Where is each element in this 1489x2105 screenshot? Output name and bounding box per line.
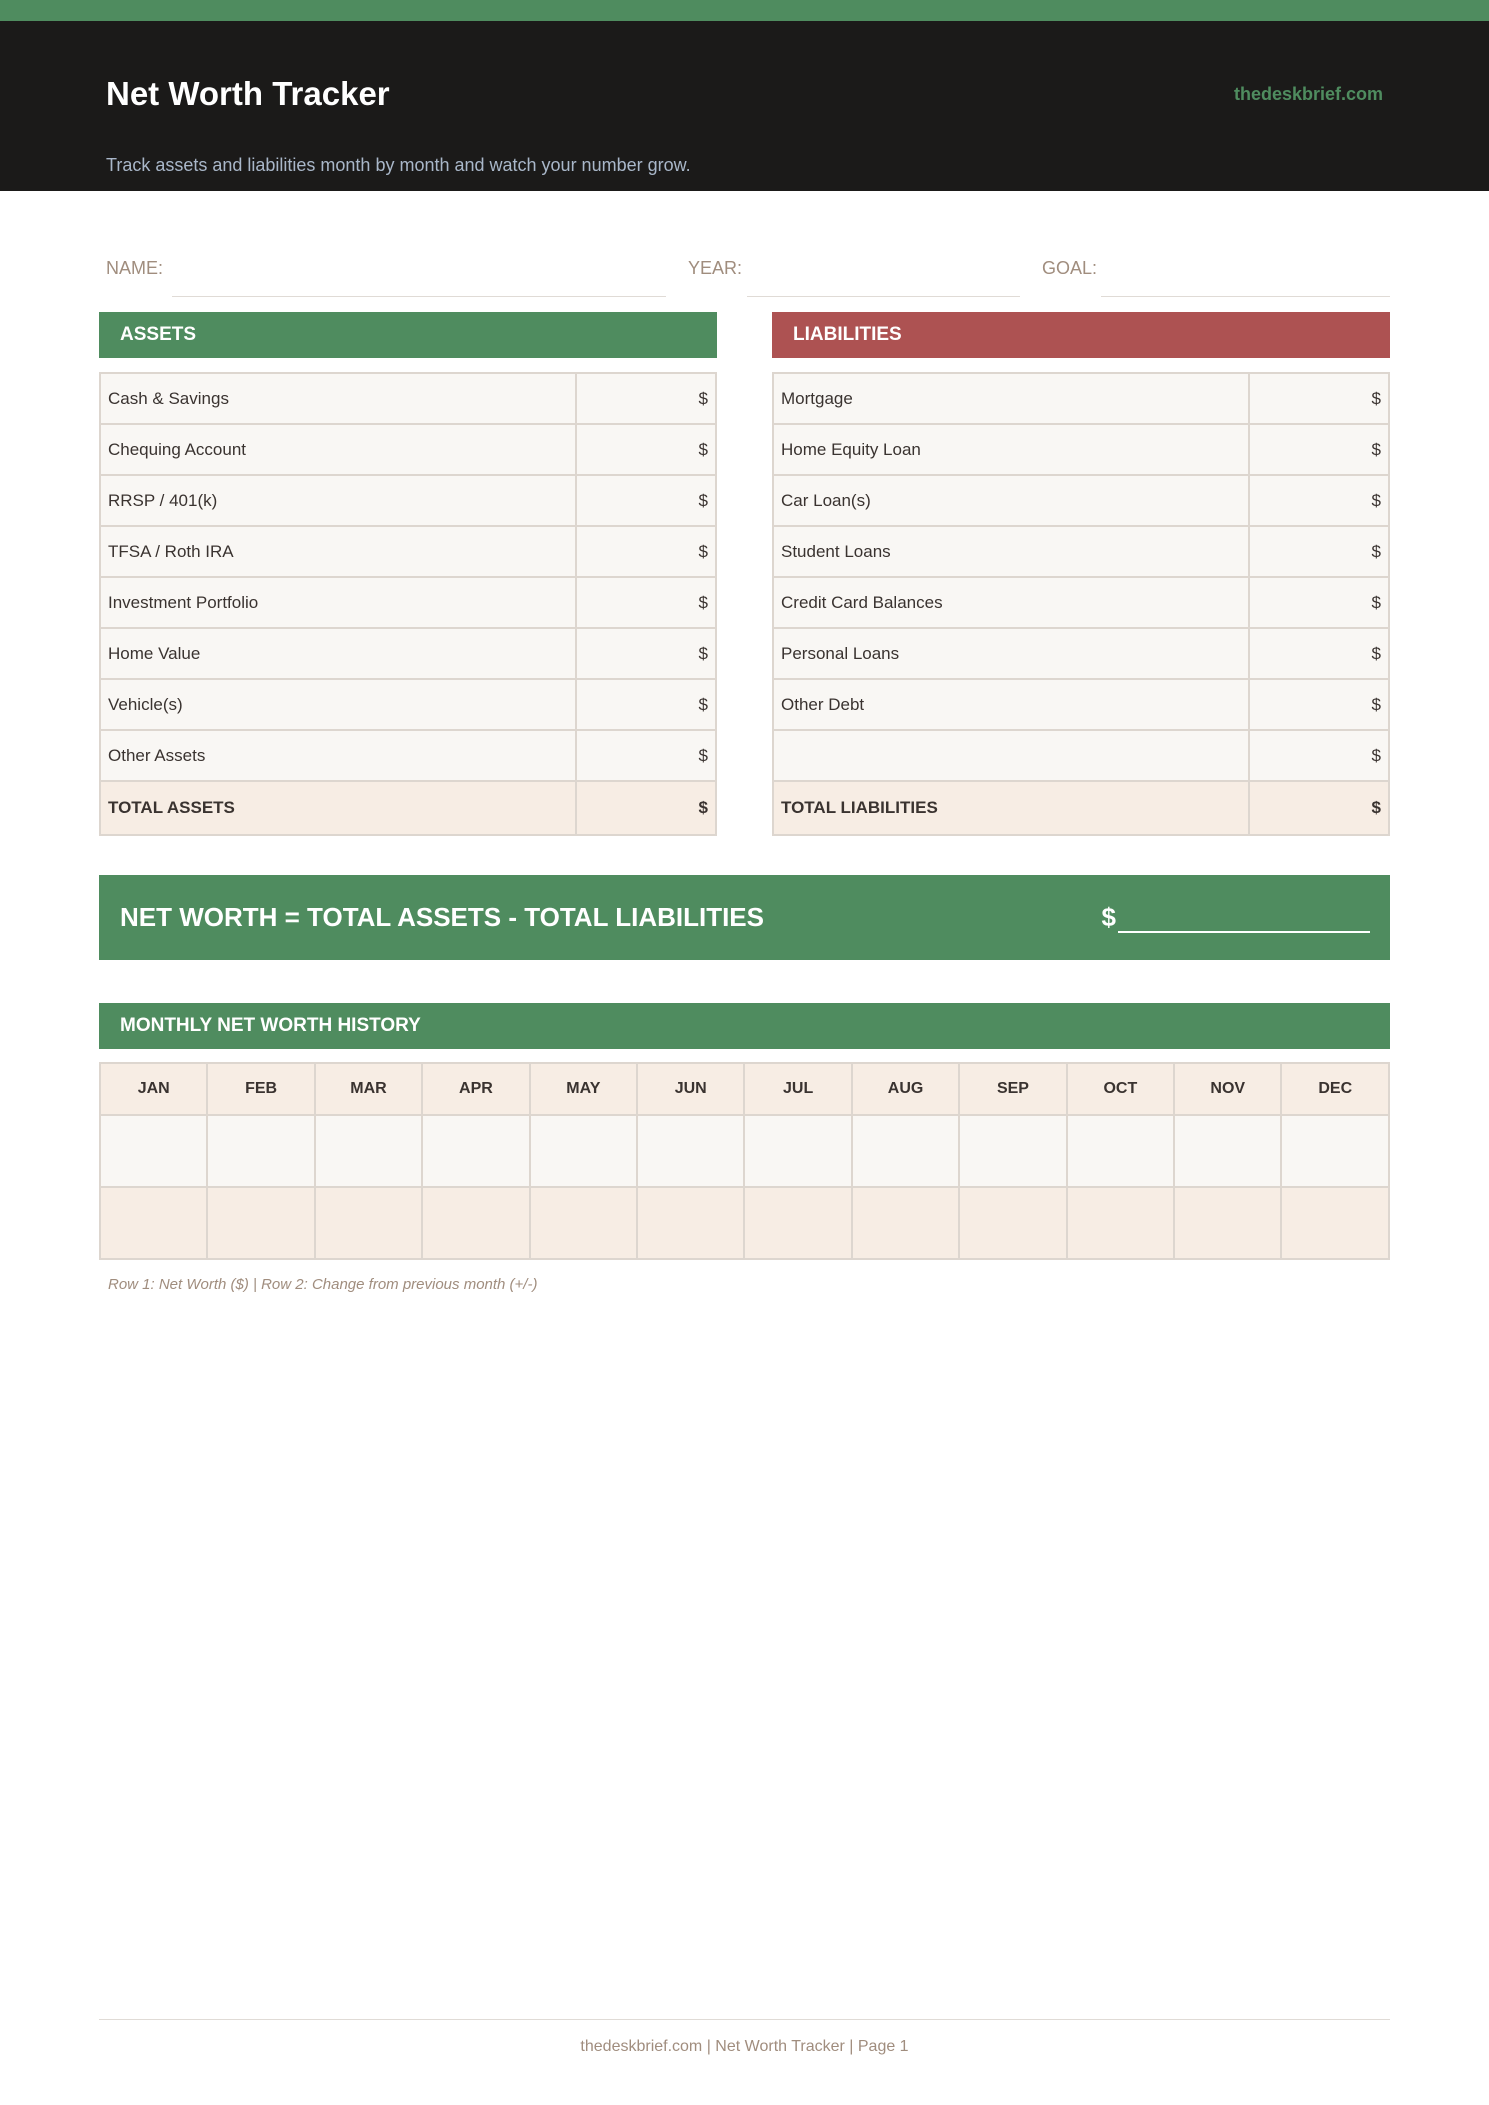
asset-amount-field[interactable]: $	[576, 475, 716, 526]
net-worth-cell[interactable]	[852, 1115, 959, 1187]
month-header: APR	[422, 1063, 529, 1115]
change-cell[interactable]	[852, 1187, 959, 1259]
asset-row-label: Cash & Savings	[100, 373, 576, 424]
month-header: NOV	[1174, 1063, 1281, 1115]
asset-amount-field[interactable]: $	[576, 373, 716, 424]
asset-amount-field[interactable]: $	[576, 424, 716, 475]
change-cell[interactable]	[959, 1187, 1066, 1259]
liability-row-label: Other Debt	[773, 679, 1249, 730]
asset-amount-field[interactable]: $	[576, 526, 716, 577]
asset-row-label: RRSP / 401(k)	[100, 475, 576, 526]
liability-row	[773, 526, 1389, 577]
liability-row	[773, 373, 1389, 424]
change-cell[interactable]	[315, 1187, 422, 1259]
liability-amount-field[interactable]: $	[1249, 577, 1389, 628]
site-link[interactable]: thedeskbrief.com	[1233, 84, 1383, 104]
asset-row-label: Investment Portfolio	[100, 577, 576, 628]
net-worth-cell[interactable]	[959, 1115, 1066, 1187]
change-cell[interactable]	[422, 1187, 529, 1259]
liability-row	[773, 577, 1389, 628]
top-accent-strip	[0, 0, 1489, 21]
asset-total-field[interactable]: $	[576, 781, 716, 835]
liability-row	[773, 424, 1389, 475]
net-worth-cell[interactable]	[100, 1115, 207, 1187]
asset-row-label: TFSA / Roth IRA	[100, 526, 576, 577]
net-worth-cell[interactable]	[1281, 1115, 1389, 1187]
net-worth-cell[interactable]	[422, 1115, 529, 1187]
liability-amount-field[interactable]: $	[1249, 730, 1389, 781]
asset-total-label: TOTAL ASSETS	[100, 781, 576, 835]
liability-row-label: Mortgage	[773, 373, 1249, 424]
liability-row-label: Car Loan(s)	[773, 475, 1249, 526]
change-cell[interactable]	[637, 1187, 744, 1259]
month-header: AUG	[852, 1063, 959, 1115]
net-worth-currency: $	[1101, 902, 1116, 932]
month-header: SEP	[959, 1063, 1066, 1115]
change-cell[interactable]	[1281, 1187, 1389, 1259]
liability-row-label	[773, 730, 1249, 781]
liability-amount-field[interactable]: $	[1249, 526, 1389, 577]
net-worth-cell[interactable]	[1174, 1115, 1281, 1187]
liability-amount-field[interactable]: $	[1249, 475, 1389, 526]
liability-row	[773, 730, 1389, 781]
asset-row	[100, 577, 716, 628]
liability-row-label: Personal Loans	[773, 628, 1249, 679]
liability-row-label: Student Loans	[773, 526, 1249, 577]
change-cell[interactable]	[530, 1187, 637, 1259]
asset-row	[100, 373, 716, 424]
history-note: Row 1: Net Worth ($) | Row 2: Change from previous month (+/-)	[108, 1276, 538, 1293]
asset-row	[100, 730, 716, 781]
page-title: Net Worth Tracker	[106, 75, 390, 112]
year-label: YEAR:	[688, 258, 743, 278]
change-row	[100, 1187, 1389, 1259]
liability-total-row	[773, 781, 1389, 835]
asset-row-label: Other Assets	[100, 730, 576, 781]
goal-field[interactable]	[1101, 296, 1390, 297]
monthly-history-table	[99, 1062, 1390, 1260]
liability-amount-field[interactable]: $	[1249, 424, 1389, 475]
net-worth-cell[interactable]	[1067, 1115, 1174, 1187]
month-header: JAN	[100, 1063, 207, 1115]
liability-row	[773, 475, 1389, 526]
page-subtitle: Track assets and liabilities month by month and watch your number grow.	[106, 155, 691, 175]
liability-row	[773, 628, 1389, 679]
change-cell[interactable]	[100, 1187, 207, 1259]
net-worth-cell[interactable]	[315, 1115, 422, 1187]
net-worth-cell[interactable]	[530, 1115, 637, 1187]
goal-label: GOAL:	[1042, 258, 1098, 278]
page-header	[0, 21, 1489, 191]
month-header: DEC	[1281, 1063, 1389, 1115]
month-header: JUN	[637, 1063, 744, 1115]
asset-row	[100, 424, 716, 475]
liability-row-label: Credit Card Balances	[773, 577, 1249, 628]
footer-divider	[99, 2019, 1390, 2020]
asset-total-row	[100, 781, 716, 835]
month-header: OCT	[1067, 1063, 1174, 1115]
month-header: MAR	[315, 1063, 422, 1115]
asset-row-label: Chequing Account	[100, 424, 576, 475]
change-cell[interactable]	[207, 1187, 314, 1259]
page-footer: thedeskbrief.com | Net Worth Tracker | Page 1	[580, 2038, 909, 2055]
liability-row	[773, 679, 1389, 730]
month-header: FEB	[207, 1063, 314, 1115]
net-worth-cell[interactable]	[207, 1115, 314, 1187]
name-field[interactable]	[172, 296, 666, 297]
asset-amount-field[interactable]: $	[576, 679, 716, 730]
asset-amount-field[interactable]: $	[576, 730, 716, 781]
net-worth-underline	[1118, 904, 1370, 933]
name-label: NAME:	[106, 258, 164, 278]
asset-row-label: Vehicle(s)	[100, 679, 576, 730]
net-worth-row	[100, 1115, 1389, 1187]
liability-amount-field[interactable]: $	[1249, 373, 1389, 424]
net-worth-formula: NET WORTH = TOTAL ASSETS - TOTAL LIABILITIES	[120, 902, 764, 932]
asset-row	[100, 679, 716, 730]
asset-row	[100, 475, 716, 526]
change-cell[interactable]	[1174, 1187, 1281, 1259]
asset-row-label: Home Value	[100, 628, 576, 679]
change-cell[interactable]	[1067, 1187, 1174, 1259]
liability-amount-field[interactable]: $	[1249, 679, 1389, 730]
liability-total-field[interactable]: $	[1249, 781, 1389, 835]
asset-row	[100, 526, 716, 577]
net-worth-cell[interactable]	[744, 1115, 851, 1187]
history-heading: MONTHLY NET WORTH HISTORY	[99, 1003, 1390, 1049]
net-worth-bar	[99, 875, 1390, 960]
liability-total-label: TOTAL LIABILITIES	[773, 781, 1249, 835]
liability-amount-field[interactable]: $	[1249, 628, 1389, 679]
net-worth-cell[interactable]	[637, 1115, 744, 1187]
asset-amount-field[interactable]: $	[576, 628, 716, 679]
assets-heading: ASSETS	[99, 312, 717, 358]
liabilities-heading: LIABILITIES	[772, 312, 1390, 358]
month-header: MAY	[530, 1063, 637, 1115]
month-header: JUL	[744, 1063, 851, 1115]
asset-amount-field[interactable]: $	[576, 577, 716, 628]
change-cell[interactable]	[744, 1187, 851, 1259]
net-worth-value-field[interactable]	[1102, 902, 1370, 933]
asset-row	[100, 628, 716, 679]
assets-table	[99, 372, 717, 836]
year-field[interactable]	[747, 296, 1020, 297]
liabilities-table	[772, 372, 1390, 836]
liability-row-label: Home Equity Loan	[773, 424, 1249, 475]
